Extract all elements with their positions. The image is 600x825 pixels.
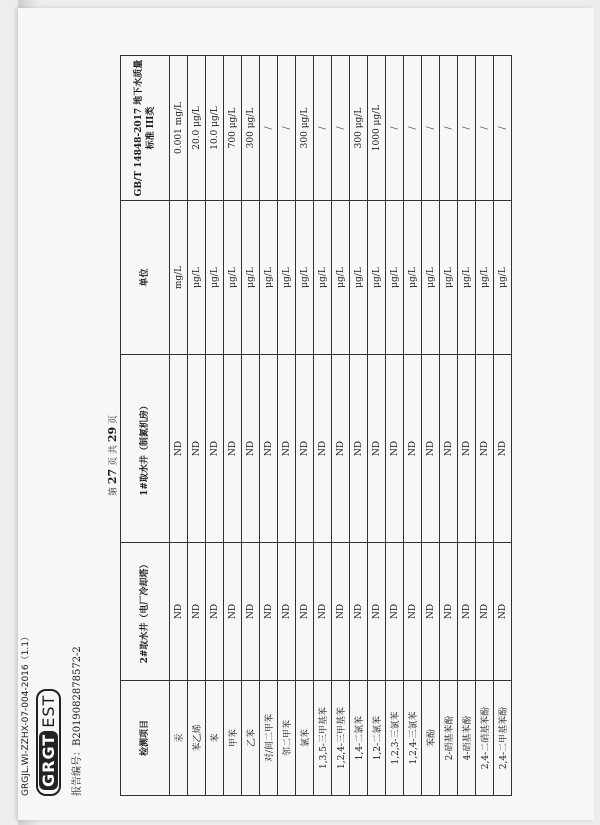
cell-standard: /	[476, 56, 494, 201]
cell-unit: μg/L	[224, 201, 242, 355]
cell-standard: /	[332, 56, 350, 201]
cell-well-1: ND	[332, 355, 350, 543]
cell-well-2: ND	[278, 543, 296, 681]
cell-well-2: ND	[242, 543, 260, 681]
cell-well-1: ND	[296, 355, 314, 543]
cell-unit: μg/L	[296, 201, 314, 355]
cell-unit: μg/L	[278, 201, 296, 355]
cell-unit: μg/L	[458, 201, 476, 355]
header-item: 检测项目	[121, 681, 170, 796]
cell-standard: 300 μg/L	[242, 56, 260, 201]
cell-item: 2,4-二硝基苯酚	[476, 681, 494, 796]
cell-unit: μg/L	[332, 201, 350, 355]
table-row	[458, 56, 476, 796]
cell-well-2: ND	[260, 543, 278, 681]
cell-item: 对/间二甲苯	[260, 681, 278, 796]
cell-well-2: ND	[440, 543, 458, 681]
cell-well-2: ND	[404, 543, 422, 681]
table-row	[260, 56, 278, 796]
total-pages: 29	[106, 426, 119, 443]
cell-standard: 20.0 μg/L	[188, 56, 206, 201]
cell-item: 苯酚	[422, 681, 440, 796]
cell-item: 甲苯	[224, 681, 242, 796]
cell-well-2: ND	[476, 543, 494, 681]
cell-standard: /	[494, 56, 512, 201]
cell-well-2: ND	[206, 543, 224, 681]
cell-well-2: ND	[170, 543, 188, 681]
cell-well-1: ND	[350, 355, 368, 543]
cell-well-1: ND	[206, 355, 224, 543]
cell-item: 苯乙烯	[188, 681, 206, 796]
table-row	[494, 56, 512, 796]
cell-item: 2,4-二甲基苯酚	[494, 681, 512, 796]
table-row	[350, 56, 368, 796]
cell-standard: 10.0 μg/L	[206, 56, 224, 201]
cell-well-1: ND	[278, 355, 296, 543]
table-row	[332, 56, 350, 796]
cell-item: 邻二甲苯	[278, 681, 296, 796]
table-body	[170, 56, 512, 796]
table-row	[476, 56, 494, 796]
cell-unit: μg/L	[242, 201, 260, 355]
table-row	[440, 56, 458, 796]
cell-item: 1,2,4-三氯苯	[404, 681, 422, 796]
cell-item: 1,4-二氯苯	[350, 681, 368, 796]
cell-standard: 1000 μg/L	[368, 56, 386, 201]
cell-item: 1,2,3-三氯苯	[386, 681, 404, 796]
table-row	[314, 56, 332, 796]
cell-unit: μg/L	[314, 201, 332, 355]
cell-well-2: ND	[422, 543, 440, 681]
cell-item: 4-硝基苯酚	[458, 681, 476, 796]
cell-unit: μg/L	[368, 201, 386, 355]
report-number: 报告编号：B20190828785​72-2	[72, 646, 83, 796]
cell-well-2: ND	[350, 543, 368, 681]
header-standard: GB/T 14848-2017 地下水质量标准 III类	[121, 56, 170, 201]
cell-well-2: ND	[296, 543, 314, 681]
cell-item: 苯	[206, 681, 224, 796]
cell-well-1: ND	[494, 355, 512, 543]
cell-well-2: ND	[224, 543, 242, 681]
table-row	[422, 56, 440, 796]
cell-well-1: ND	[170, 355, 188, 543]
cell-well-1: ND	[386, 355, 404, 543]
cell-standard: /	[440, 56, 458, 201]
cell-standard: 700 μg/L	[224, 56, 242, 201]
cell-standard: 300 μg/L	[350, 56, 368, 201]
cell-unit: μg/L	[350, 201, 368, 355]
cell-unit: μg/L	[440, 201, 458, 355]
cell-well-2: ND	[368, 543, 386, 681]
cell-well-1: ND	[440, 355, 458, 543]
cell-well-1: ND	[476, 355, 494, 543]
cell-unit: μg/L	[404, 201, 422, 355]
cell-well-1: ND	[242, 355, 260, 543]
cell-standard: /	[386, 56, 404, 201]
cell-standard: /	[422, 56, 440, 201]
table-row	[242, 56, 260, 796]
table-row	[278, 56, 296, 796]
page-indicator: 第 27 页 共 29 页	[106, 414, 119, 496]
cell-item: 1,3,5-三甲基苯	[314, 681, 332, 796]
table-row	[188, 56, 206, 796]
cell-standard: 300 μg/L	[296, 56, 314, 201]
cell-well-2: ND	[188, 543, 206, 681]
cell-unit: μg/L	[494, 201, 512, 355]
cell-well-1: ND	[422, 355, 440, 543]
cell-standard: /	[314, 56, 332, 201]
cell-item: 2-硝基苯酚	[440, 681, 458, 796]
results-table	[120, 55, 512, 796]
cell-item: 氯苯	[296, 681, 314, 796]
cell-standard: /	[278, 56, 296, 201]
company-logo	[36, 689, 61, 796]
cell-standard: 0.001 mg/L	[170, 56, 188, 201]
table-row	[404, 56, 422, 796]
logo-left: GRGT	[39, 731, 58, 790]
cell-standard: /	[458, 56, 476, 201]
cell-unit: μg/L	[422, 201, 440, 355]
table-row	[386, 56, 404, 796]
current-page: 27	[106, 468, 119, 485]
table-row	[206, 56, 224, 796]
rotated-report-content	[21, 56, 558, 796]
faded-stamp	[37, 423, 83, 483]
cell-unit: μg/L	[206, 201, 224, 355]
cell-well-1: ND	[224, 355, 242, 543]
cell-item: 汞	[170, 681, 188, 796]
cell-well-2: ND	[314, 543, 332, 681]
cell-unit: μg/L	[386, 201, 404, 355]
cell-well-2: ND	[386, 543, 404, 681]
logo-right: EST	[39, 694, 58, 728]
cell-unit: mg/L	[170, 201, 188, 355]
header-well-1: 1#取水井（制氮机房）	[121, 355, 170, 543]
cell-item: 1,2,4-三甲基苯	[332, 681, 350, 796]
document-code: GRGJL.WI-ZZHX-07-004-2016（1.1）	[21, 632, 31, 796]
table-row	[224, 56, 242, 796]
cell-well-2: ND	[332, 543, 350, 681]
table-row	[368, 56, 386, 796]
cell-item: 乙苯	[242, 681, 260, 796]
cell-well-1: ND	[368, 355, 386, 543]
cell-standard: /	[404, 56, 422, 201]
cell-well-1: ND	[404, 355, 422, 543]
cell-well-1: ND	[188, 355, 206, 543]
table-header-row	[121, 56, 170, 796]
cell-well-1: ND	[314, 355, 332, 543]
header-well-2: 2#取水井（电厂冷却塔）	[121, 543, 170, 681]
cell-well-2: ND	[458, 543, 476, 681]
cell-unit: μg/L	[476, 201, 494, 355]
header-unit: 单位	[121, 201, 170, 355]
cell-well-1: ND	[458, 355, 476, 543]
cell-well-1: ND	[260, 355, 278, 543]
cell-unit: μg/L	[260, 201, 278, 355]
cell-well-2: ND	[494, 543, 512, 681]
table-row	[170, 56, 188, 796]
cell-item: 1,2-二氯苯	[368, 681, 386, 796]
cell-unit: μg/L	[188, 201, 206, 355]
cell-standard: /	[260, 56, 278, 201]
table-row	[296, 56, 314, 796]
